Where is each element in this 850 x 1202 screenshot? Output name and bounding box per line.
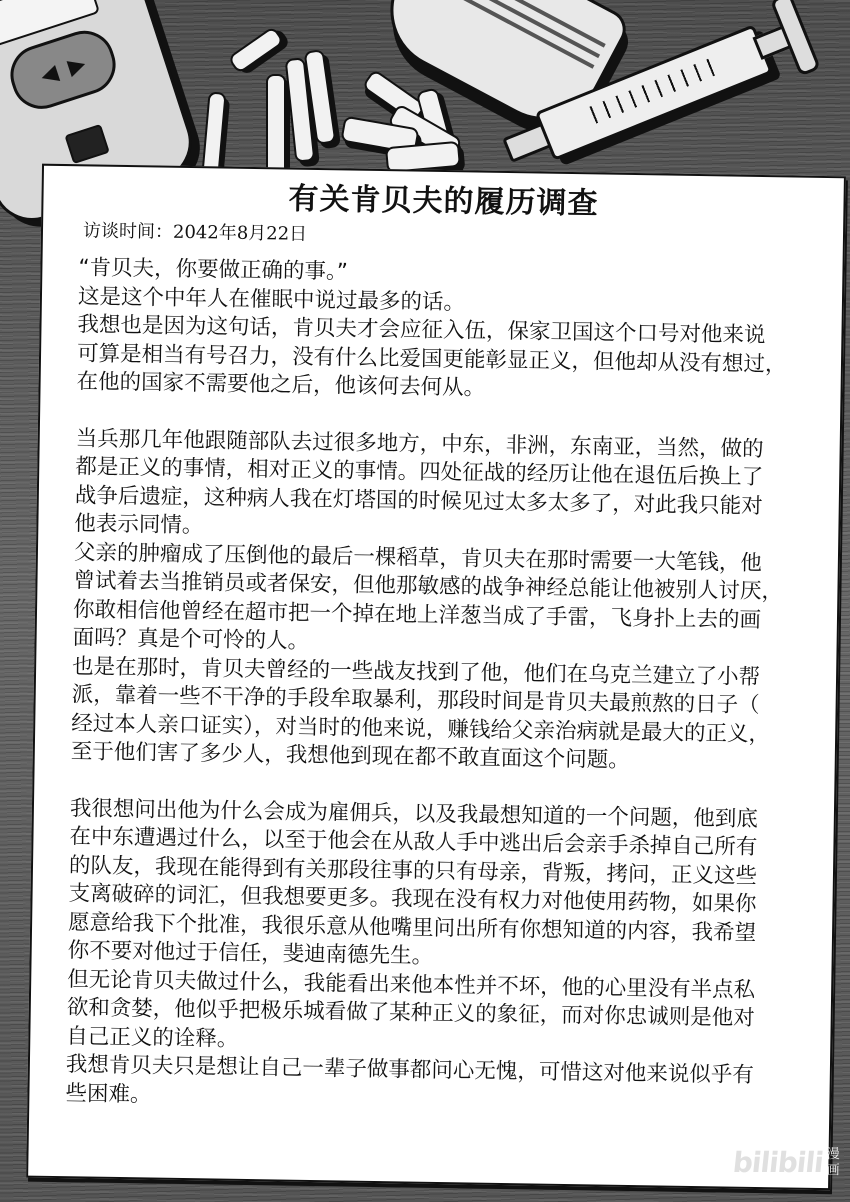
text-line: 自己正义的诠释。 (66, 1023, 239, 1052)
text-line: 你敢相信他曾经在超市把一个掉在地上洋葱当成了手雷，飞身扑上去的画 (72, 596, 762, 633)
text-line: 这是这个中年人在催眠中说过最多的话。 (77, 283, 466, 315)
text-line: 愿意给我下个批准，我很乐意从他嘴里问出所有你想知道的内容，我希望 (67, 909, 757, 946)
document-body (65, 254, 818, 1120)
text-line: 曾试着去当推销员或者保安，但他那敏感的战争神经总能让他被别人讨厌， (73, 568, 784, 605)
text-line: 你不要对他过于信任，斐迪南德先生。 (67, 938, 434, 969)
text-line: 至于他们害了多少人，我想他到现在都不敢直面这个问题。 (70, 739, 630, 773)
manga-label: 漫 画 (826, 1146, 840, 1178)
paragraph-3 (65, 795, 810, 1120)
text-line: 战争后遗症，这种病人我在灯塔国的时候见过太多太多了，对此我只能对 (74, 482, 763, 519)
text-line: 些困难。 (65, 1080, 152, 1108)
bilibili-manga-watermark (733, 1146, 840, 1179)
bilibili-logo: bilibili (731, 1146, 825, 1179)
text-line: 的队友，我现在能得到有关那段往事的只有母亲，背叛，拷问，正义这些 (68, 852, 758, 889)
paragraph-1 (76, 254, 818, 408)
text-line: 在他的国家不需要他之后，他该何去何从。 (76, 369, 486, 401)
text-line: 我很想问出他为什么会成为雇佣兵，以及我最想知道的一个问题，他到底 (69, 795, 759, 832)
text-line: 他表示同情。 (74, 511, 204, 539)
text-line: 当兵那几年他跟随部队去过很多地方，中东，非洲，东南亚，当然，做的 (75, 425, 764, 462)
text-line: 面吗？真是个可怜的人。 (72, 625, 310, 654)
text-line: 我想肯贝夫只是想让自己一辈子做事都问心无愧，可惜这对他来说似乎有 (65, 1052, 755, 1088)
text-line: “肯贝夫，你要做正确的事。” (78, 255, 349, 285)
document-title: 有关肯贝夫的履历调查 (288, 181, 599, 222)
text-line: 在中东遭遇过什么，以至于他会在从敌人手中逃出后会亲手杀掉自己所有 (69, 824, 758, 861)
text-line: 我想也是因为这句话，肯贝夫才会应征入伍，保家卫国这个口号对他来说 (77, 312, 766, 349)
text-line: 但无论肯贝夫做过什么，我能看出来他本性并不坏，他的心里没有半点私 (67, 966, 756, 1003)
investigation-document (26, 164, 846, 1191)
text-line: 经过本人亲口证实），对当时的他来说，赚钱给父亲治病就是最大的正义， (71, 710, 771, 747)
interview-date: 访谈时间：2042年8月22日 (82, 220, 308, 245)
text-line: 支离破碎的词汇，但我想要更多。我现在没有权力对他使用药物，如果你 (68, 881, 757, 917)
left-arrow-icon: ◀ (37, 59, 62, 89)
text-line: 派，靠着一些不干净的手段牟取暴利，那段时间是肯贝夫最煎熬的日子（ (71, 682, 760, 719)
text-line: 都是正义的事情，相对正义的事情。四处征战的经历让他在退伍后换上了 (75, 454, 764, 491)
text-line: 也是在那时，肯贝夫曾经的一些战友找到了他，他们在乌克兰建立了小帮 (71, 653, 761, 690)
meter-port (64, 124, 109, 164)
right-arrow-icon: ▶ (64, 50, 89, 80)
text-line: 可算是相当有号召力，没有什么比爱国更能彰显正义，但他却从没有想过， (76, 340, 787, 377)
text-line: 父亲的肿瘤成了压倒他的最后一棵稻草，肯贝夫在那时需要一大笔钱，他 (73, 539, 763, 576)
text-line: 欲和贪婪，他似乎把极乐城看做了某种正义的象征，而对你忠诚则是他对 (66, 995, 755, 1031)
paragraph-2 (71, 425, 816, 779)
